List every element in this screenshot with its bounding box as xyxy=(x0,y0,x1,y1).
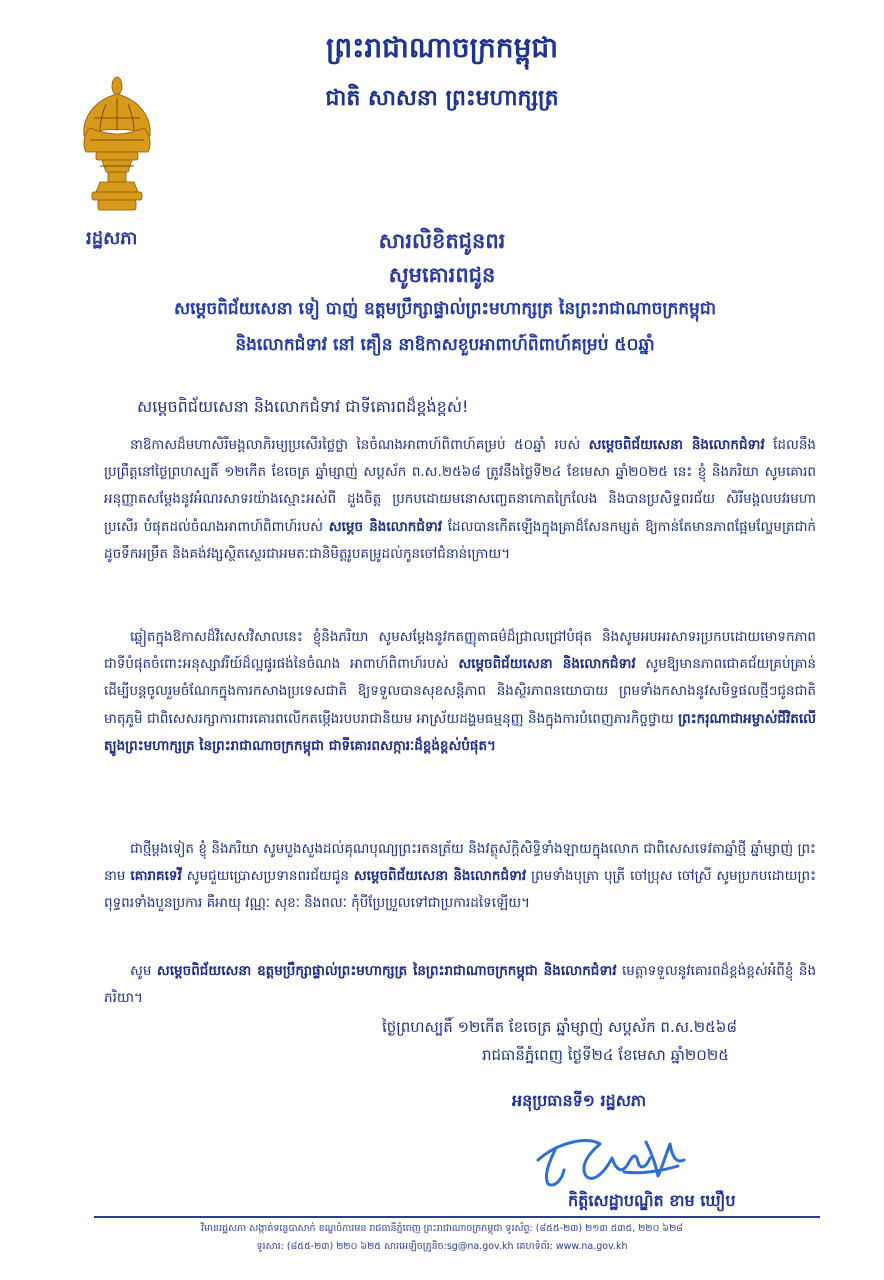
letter-heading: សារលិខិតជូនពរ xyxy=(378,229,506,253)
assembly-label: រដ្ឋសភា xyxy=(86,228,138,249)
footer-contacts: ទូរសារ: (៨៥៥-២៣) ២២០ ៦២៥ សារអេឡិចត្រូនិច:sg@na.gov.kh គេហទំព័រ: www.na.gov.kh xyxy=(256,1241,628,1252)
national-motto: ជាតិ សាសនា ព្រះមហាក្សត្រ xyxy=(325,85,559,111)
recipient-title-line2: និងលោកជំទាវ នៅ គឿន នាឱកាសខួបអាពាហ៍ពិពាហ៍គម្រប់ ៥០ឆ្នាំ xyxy=(235,335,655,355)
body-paragraph-1: នាឱកាសដ៏មហាសិរីមង្គលាភិរម្យប្រសើរថ្លៃថ្លា នៃចំណងអាពាហ៍ពិពាហ៍គម្រប់ ៥០ឆ្នាំ របស់ សម្តេចពិជ័យសេនា និងលោកជំទាវ ដែលនឹងប្រព្រឹត្តនៅថ្ងៃព្រហស្បតិ៍ ១២កើត ខែចេត្រ ឆ្នាំម្សាញ់ សប្តស័ក ព.ស.២៥៦៨ ត្រូវនឹងថ្ងៃទី២៤ ខែមេសា ឆ្នាំ២០២៥ នេះ ខ្ញុំ និងភរិយា សូមគោរពអនុញ្ញាតសម្តែងនូវអំណរសាទរយ៉ាងស្មោះអស់ពី ដួងចិត្ត ប្រកបដោយមនោសញ្ចេតនាកោតក្រៃលែង និងបានប្រសិទ្ធពរជ័យ សិរីមង្គលបវរមហាប្រសើរ បំផុតដល់ចំណងអាពាហ៍ពិពាហ៍របស់ សម្តេច និងលោកជំទាវ ដែលបានកើតឡើងក្នុងគ្រាដ៏សែនកម្សត់ ឱ្យកាន់តែមានភាពផ្អែមល្ហែមត្រជាក់ដូចទឹកអម្រឹត និងគង់វង្សស្ថិតស្ថេរជាអមតៈជានិមិត្តរូបគម្រូដល់កូនចៅជំនាន់ក្រោយ។ xyxy=(104,437,816,562)
handwritten-signature-icon xyxy=(528,1118,708,1194)
body-paragraph-3: ជាថ្មីម្តងទៀត ខ្ញុំ និងភរិយា សូមបួងសួងដល់គុណបុណ្យព្រះរតនត្រ័យ និងវត្ថុស័ក្តិសិទ្ធិទាំងឡាយក្នុងលោក ជាពិសេសទេវតាឆ្នាំថ្មី ឆ្នាំម្សាញ់ ព្រះនាម គោរាគទេវី សូមជួយប្រោសប្រទានពរជ័យជូន សម្តេចពិជ័យសេនា និងលោកជំទាវ ព្រមទាំងបុត្រា បុត្រី ចៅប្រុស ចៅស្រី សូមប្រកបដោយព្រះពុទ្ធពរទាំងបួនប្រការ គឺអាយុ វណ្ណៈ សុខៈ និងពលៈ កុំបីប្រែប្រួលទៅជាប្រការដទៃឡើយ។ xyxy=(104,841,816,912)
body-paragraph-4: សូម សម្តេចពិជ័យសេនា ឧត្តមប្រឹក្សាផ្ទាល់ព្រះមហាក្សត្រ នៃព្រះរាជាណាចក្រកម្ពុជា និងលោកជំទាវ មេត្តាទទួលនូវគោរពដ៏ខ្ពង់ខ្ពស់អំពីខ្ញុំ និងភរិយា។ xyxy=(104,963,816,1007)
solar-date: រាជធានីភ្នំពេញ ថ្ងៃទី២៤ ខែមេសា ឆ្នាំ២០២៥ xyxy=(482,1046,729,1064)
kingdom-title: ព្រះរាជាណាចក្រកម្ពុជា xyxy=(325,31,558,64)
footer-address: វិមានរដ្ឋសភា សង្កាត់ទន្លេបាសាក់ ខណ្ឌចំការមន រាជធានីភ្នំពេញ ព្រះរាជាណាចក្រកម្ពុជា ទូរស័ព្ទ: (៨៥៥-២៣) ២១៣ ៥៣៥, ២២០ ៦២៨ xyxy=(201,1223,683,1234)
salutation: សម្តេចពិជ័យសេនា និងលោកជំទាវ ជាទីគោរពដ៏ខ្ពង់ខ្ពស់! xyxy=(137,397,469,416)
signer-name: កិត្តិសេដ្ឋាបណ្ឌិត ខាម ឃឿប xyxy=(568,1191,736,1210)
body-paragraph-2: ឆ្លៀតក្នុងឱកាសដ៏វិសេសវិសាលនេះ ខ្ញុំនិងភរិយា សូមសម្តែងនូវកតញ្ញុតាធម៌ដ៏ជ្រាលជ្រៅបំផុត និងសូមអបអរសាទរប្រកបដោយមោទកភាពជាទីបំផុតចំពោះអនុស្សាវរីយ៍ដ៏ល្អផូរផង់នៃចំណង អាពាហ៍ពិពាហ៍របស់ សម្តេចពិជ័យសេនា និងលោកជំទាវ សូមឱ្យមានភាពជោគជ័យគ្រប់គ្រាន់ ដើម្បីបន្តចូលរួមចំណែកក្នុងការកសាងប្រទេសជាតិ ឱ្យទទួលបានសុខសន្តិភាព និងស្ថិរភាពនយោបាយ ព្រមទាំងកសាងនូវសមិទ្ធផលថ្មីៗជូនជាតិមាតុភូមិ ជាពិសេសរក្សាការពារគោរពលើកតម្កើងរបបរាជានិយម អាស្រ័យដង្ហមធម្មនុញ្ញ និងក្នុងការបំពេញភារកិច្ចថ្វាយ ព្រះករុណាជាអម្ចាស់ជីវិតលើត្បូងព្រះមហាក្សត្រ នៃព្រះរាជាណាចក្រកម្ពុជា ជាទីគោរពសក្ការៈដ៏ខ្ពង់ខ្ពស់បំផុត។ xyxy=(104,629,816,754)
recipient-title-line1: សម្តេចពិជ័យសេនា ទៀ បាញ់ ឧត្តមប្រឹក្សាផ្ទាល់ព្រះមហាក្សត្រ នៃព្រះរាជាណាចក្រកម្ពុជា xyxy=(173,299,717,319)
signer-title: អនុប្រធានទី១ រដ្ឋសភា xyxy=(512,1091,647,1110)
letter-subheading: សូមគោរពជូន xyxy=(388,263,496,287)
royal-arms-emblem-icon xyxy=(76,74,158,214)
footer-divider xyxy=(94,1216,820,1218)
lunar-date: ថ្ងៃព្រហស្បតិ៍ ១២កើត ខែចេត្រ ឆ្នាំម្សាញ់ សប្តស័ក ព.ស.២៥៦៨ xyxy=(382,1018,737,1036)
